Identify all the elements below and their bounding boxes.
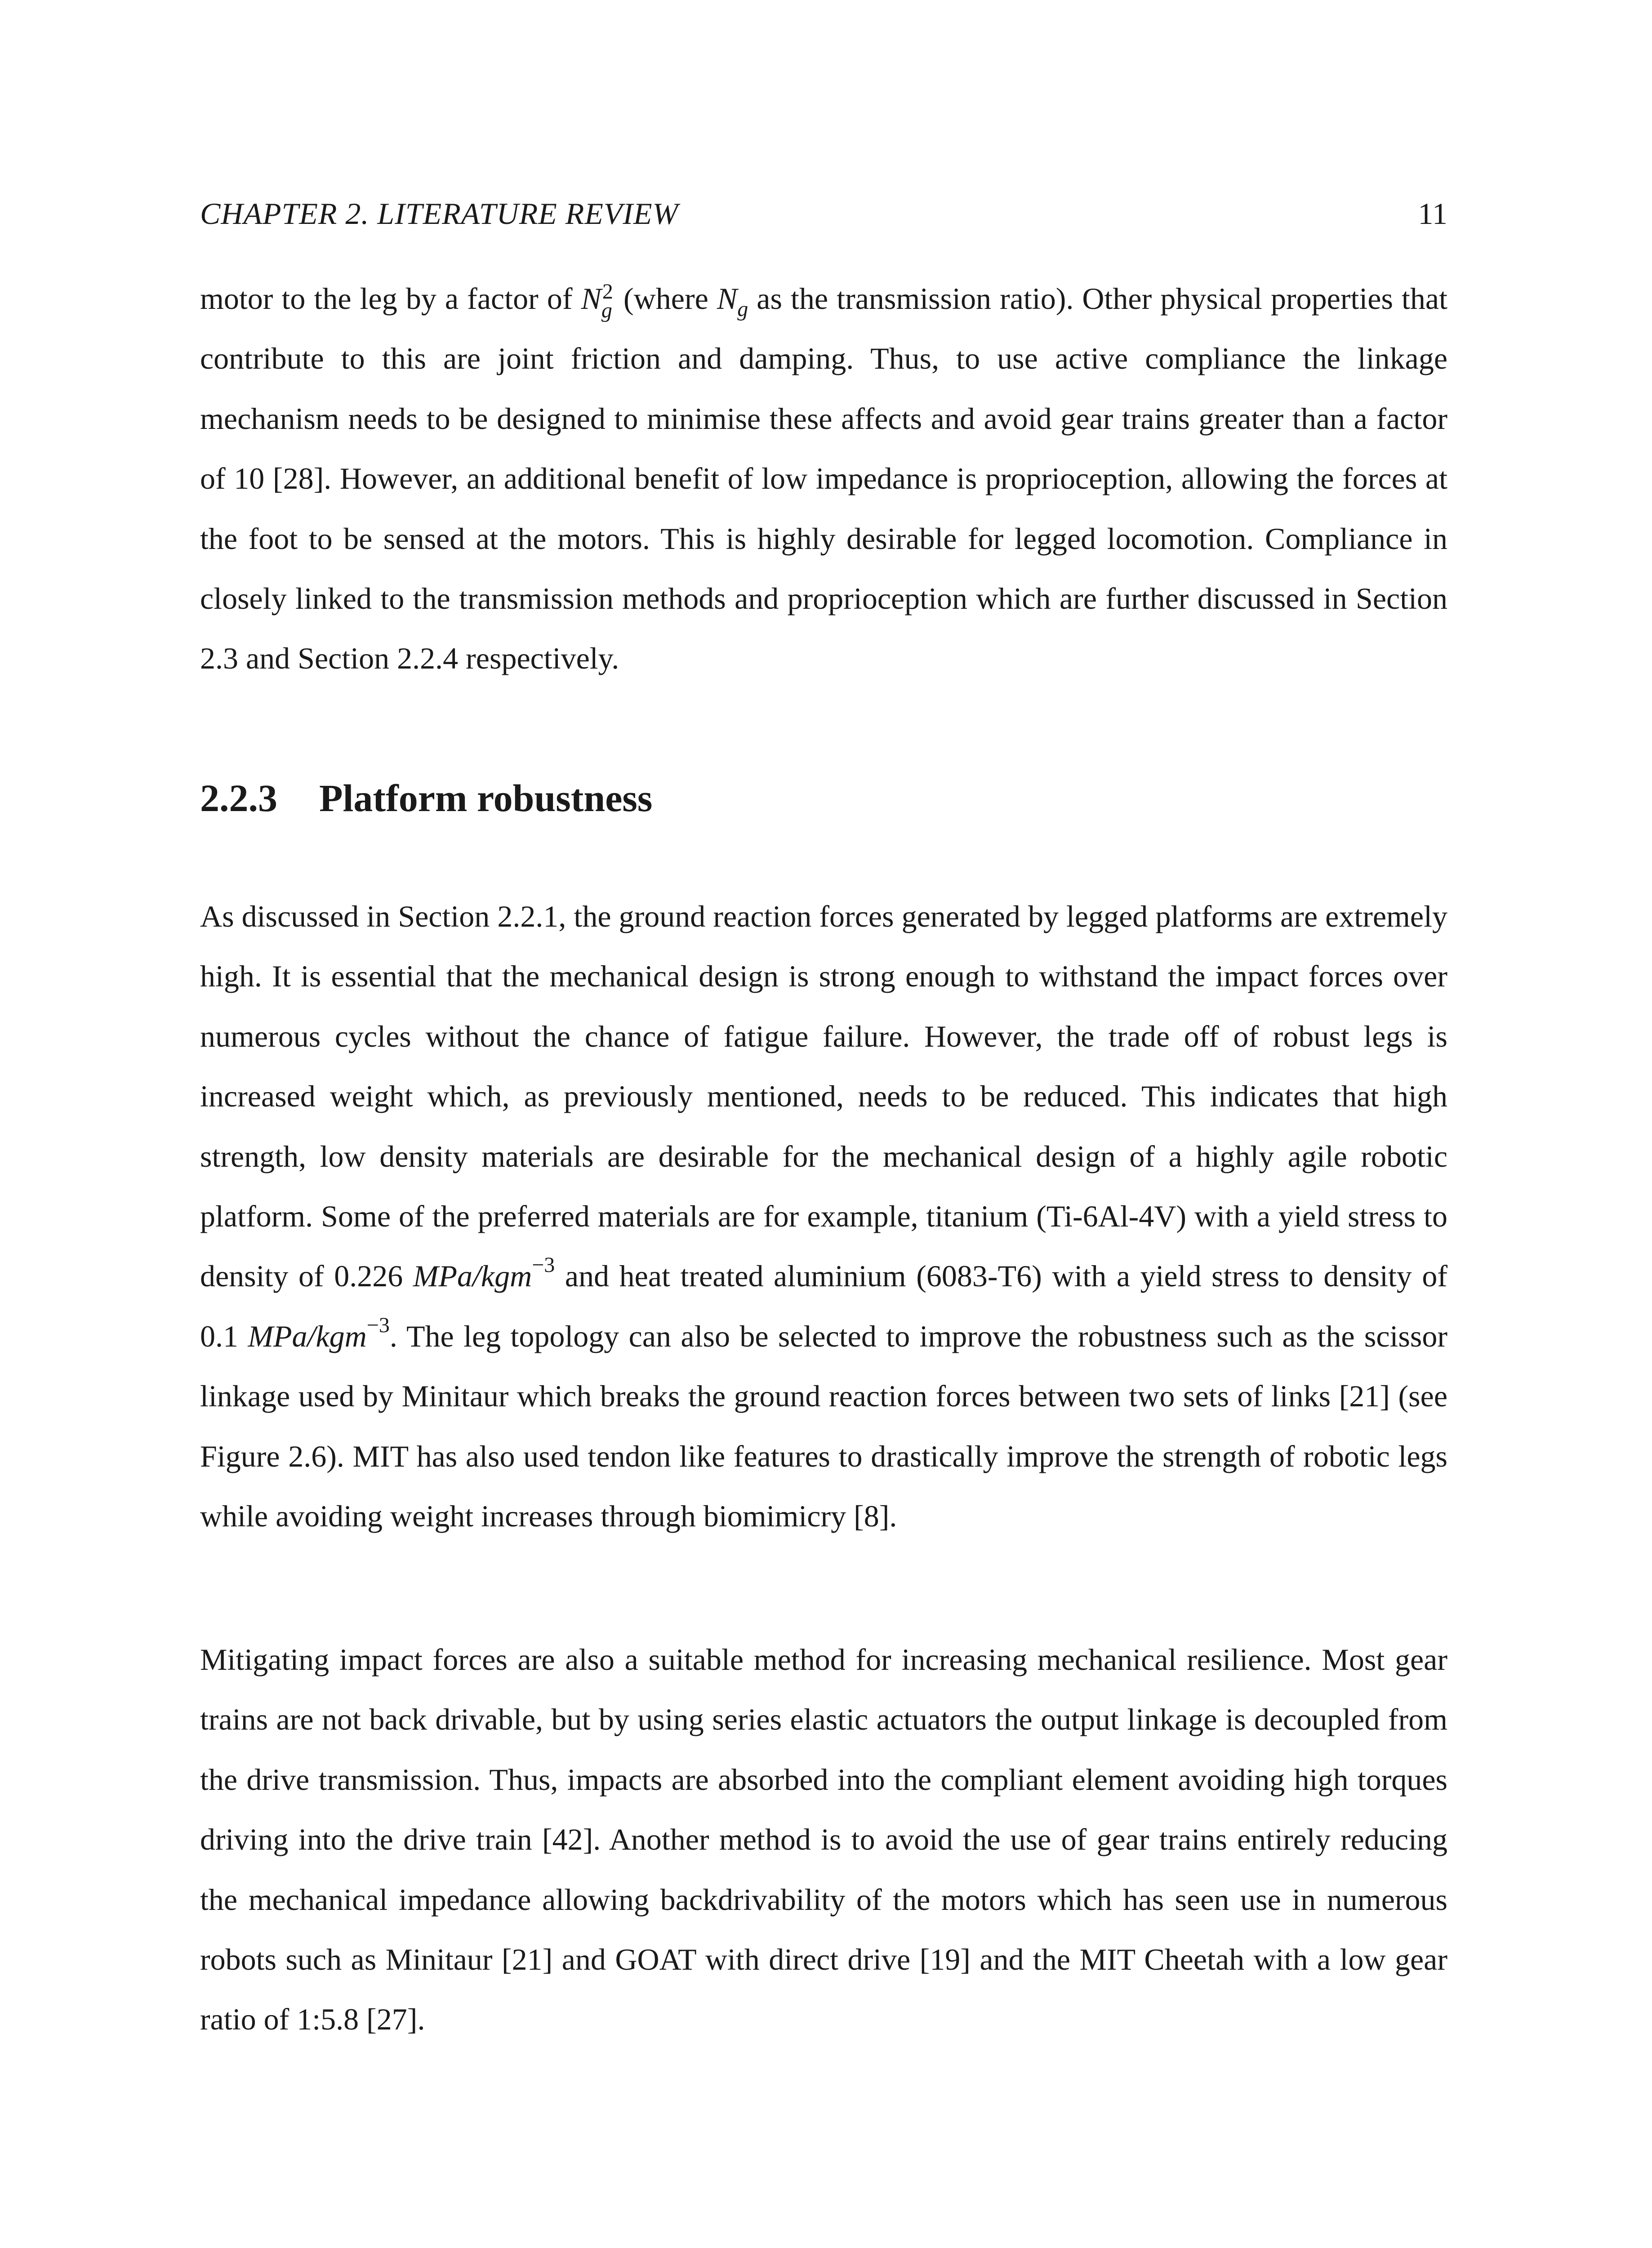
math-symbol: N [581,281,601,316]
running-header [200,189,1447,238]
math-subscript: g [601,299,612,322]
paragraph-text: as the transmission ratio). Other physical properties that contribute to this are joint friction and damping. Thus, to use active compliance the linkage mechanism needs to be designed to minimise these affects and avoid gear trains greater than a factor of 10 [28]. However, an additional benefit of low impedance is proprioception, allowing the forces at the foot to be sensed at the motors. This is highly desirable for legged locomotion. Compliance in closely linked to the transmission methods and proprioception which are further discussed in Section 2.3 and Section 2.2.4 respectively. [200,281,1447,676]
math-superscript: −3 [532,1253,555,1277]
math-transmission-ratio-squared [581,280,615,322]
paragraph-text: . The leg topology can also be selected to improve the robustness such as the scissor linkage used by Minitaur which breaks the ground reaction forces between two sets of links [21] (see Figure 2.6). MIT has also used tendon like features to drastically improve the strength of robotic legs while avoiding weight increases through biomimicry [8]. [200,1319,1448,1534]
section-number: 2.2.3 [200,776,277,820]
math-transmission-ratio [717,281,748,321]
math-superscript: 2 [602,280,613,303]
math-subsup [601,280,615,322]
paragraph-text: (where [614,281,717,316]
math-unit [413,1253,555,1293]
chapter-title: CHAPTER 2. LITERATURE REVIEW [200,196,679,231]
math-unit [248,1313,390,1353]
paragraph-compliance [200,269,1447,689]
paragraph-impact-mitigation: Mitigating impact forces are also a suitable method for increasing mechanical resilience. Most gear trains are not back drivable, but by using series elastic actuators the output linkage is decoupled from the drive transmission. Thus, impacts are absorbed into the compliant element avoiding high torques driving into the drive train [42]. Another method is to avoid the use of gear trains entirely reducing the mechanical impedance allowing backdrivability of the motors which has seen use in numerous robots such as Minitaur [21] and GOAT with direct drive [19] and the MIT Cheetah with a low gear ratio of 1:5.8 [27]. [200,1642,1447,2037]
math-unit-text: MPa/kgm [413,1259,532,1293]
math-subscript: g [737,297,748,321]
paragraph-text: and heat treated aluminium (6083-T6) with a yield stress to density of 0.1 [200,1259,1447,1353]
math-symbol: N [717,281,738,316]
section-title: Platform robustness [319,776,653,820]
page-number: 11 [1418,196,1447,231]
math-unit-text: MPa/kgm [248,1319,367,1353]
paragraph-text: motor to the leg by a factor of [200,281,581,316]
section-heading [200,769,1447,827]
paragraph-robustness [200,887,1447,1546]
math-superscript: −3 [366,1313,390,1337]
paragraph-text: As discussed in Section 2.2.1, the ground reaction forces generated by legged platforms are extremely high. It is essential that the mechanical design is strong enough to withstand the impact forces over numerous cycles without the chance of fatigue failure. However, the trade off of robust legs is increased weight which, as previously mentioned, needs to be reduced. This indicates that high strength, low density materials are desirable for the mechanical design of a highly agile robotic platform. Some of the preferred materials are for example, titanium (Ti-6Al-4V) with a yield stress to density of 0.226 [200,899,1447,1293]
